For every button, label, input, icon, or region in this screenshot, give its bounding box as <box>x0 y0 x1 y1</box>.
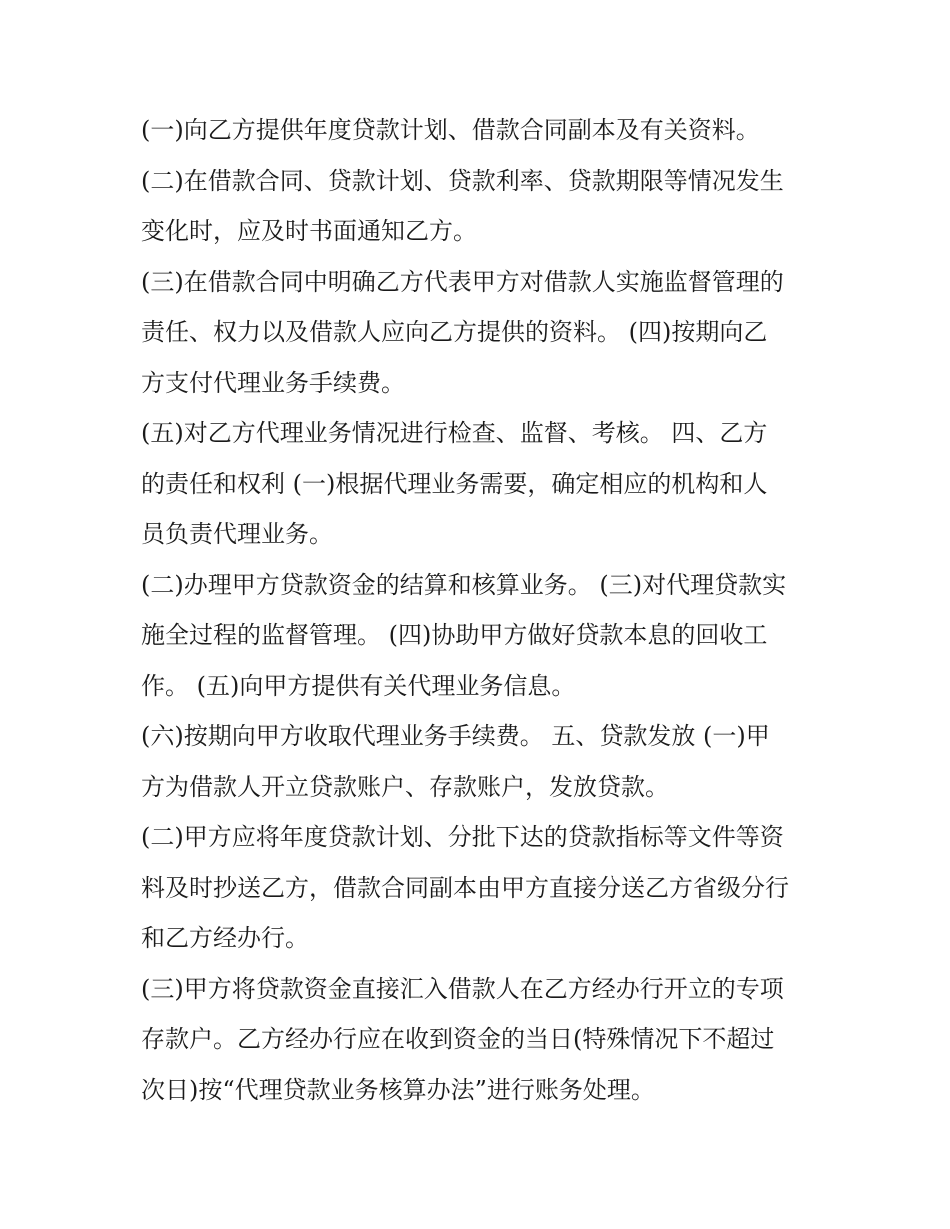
text-line: 的责任和权利 (一)根据代理业务需要，确定相应的机构和人 <box>141 469 768 498</box>
text-line: (五)对乙方代理业务情况进行检查、监督、考核。 四、乙方 <box>141 419 768 447</box>
text-line: (二)在借款合同、贷款计划、贷款利率、贷款期限等情况发生 <box>141 166 784 195</box>
text-line: 料及时抄送乙方，借款合同副本由甲方直接分送乙方省级分行 <box>141 873 789 902</box>
text-line: 方为借款人开立贷款账户、存款账户，发放贷款。 <box>141 772 669 801</box>
text-line: 员负责代理业务。 <box>141 520 333 548</box>
text-line: 和乙方经办行。 <box>141 924 309 952</box>
text-line: 施全过程的监督管理。 (四)协助甲方做好贷款本息的回收工 <box>141 621 768 649</box>
text-line: 存款户。乙方经办行应在收到资金的当日(特殊情况下不超过 <box>141 1025 775 1053</box>
text-line: 责任、权力以及借款人应向乙方提供的资料。 (四)按期向乙 <box>141 318 768 346</box>
text-line: (三)在借款合同中明确乙方代表甲方对借款人实施监督管理的 <box>141 267 784 296</box>
document-body <box>141 105 821 1115</box>
text-line: 变化时，应及时书面通知乙方。 <box>141 217 477 245</box>
text-line: (二)甲方应将年度贷款计划、分批下达的贷款指标等文件等资 <box>141 823 784 851</box>
text-line: (二)办理甲方贷款资金的结算和核算业务。 (三)对代理贷款实 <box>141 570 787 599</box>
text-line: (六)按期向甲方收取代理业务手续费。 五、贷款发放 (一)甲 <box>141 722 770 750</box>
text-line: 方支付代理业务手续费。 <box>141 368 405 397</box>
text-line: 次日)按“代理贷款业务核算办法”进行账务处理。 <box>141 1075 655 1104</box>
text-line: (三)甲方将贷款资金直接汇入借款人在乙方经办行开立的专项 <box>141 974 784 1003</box>
text-line: 作。 (五)向甲方提供有关代理业务信息。 <box>141 671 576 700</box>
text-line: (一)向乙方提供年度贷款计划、借款合同副本及有关资料。 <box>141 116 760 144</box>
